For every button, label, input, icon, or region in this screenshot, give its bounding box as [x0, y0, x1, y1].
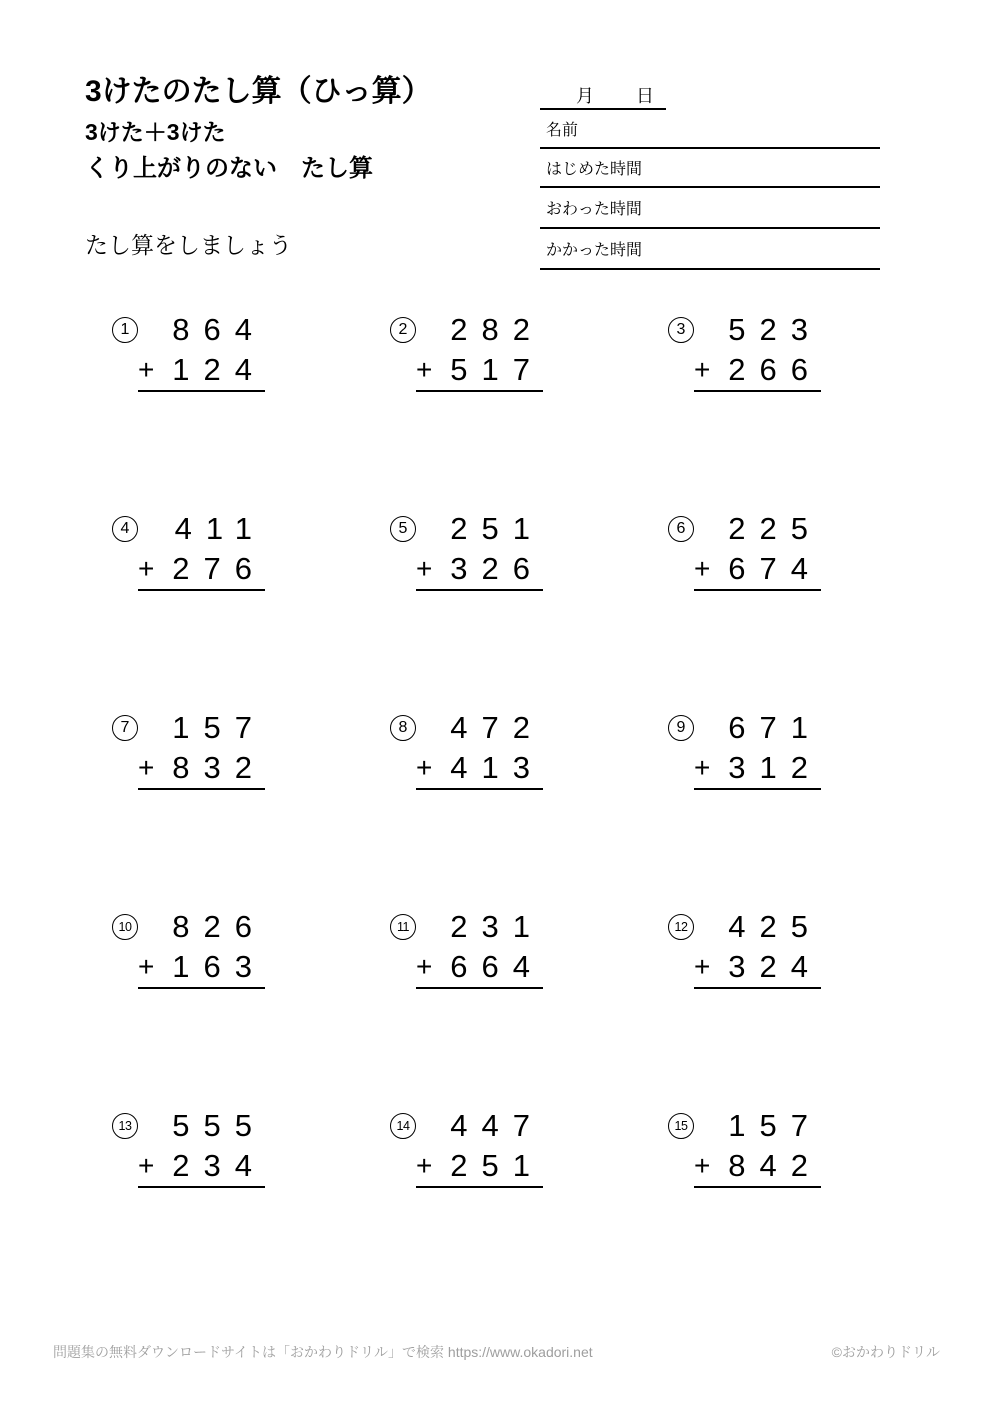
problem-9	[666, 708, 826, 907]
plus-icon: +	[138, 553, 155, 584]
plus-icon: +	[416, 1150, 433, 1181]
problem-number-badge: 8	[390, 715, 416, 741]
addend-bottom: 413	[450, 750, 544, 785]
problem-number-badge: 13	[112, 1113, 138, 1139]
plus-icon: +	[138, 951, 155, 982]
problem-7	[110, 708, 270, 907]
addend-bottom: 124	[172, 352, 266, 387]
addend-top: 157	[172, 710, 266, 745]
answer-line	[416, 589, 543, 591]
problem-number-badge: 15	[668, 1113, 694, 1139]
date-field	[540, 82, 666, 110]
footer-copyright: ©おかわりドリル	[831, 1344, 940, 1360]
addend-bottom: 326	[450, 551, 544, 586]
addend-top: 826	[172, 909, 266, 944]
problem-11	[388, 907, 548, 1106]
problem-number-badge: 10	[112, 914, 138, 940]
addend-top: 425	[728, 909, 822, 944]
problem-number-badge: 6	[668, 516, 694, 542]
problem-2	[388, 310, 548, 509]
addend-bottom: 251	[450, 1148, 544, 1183]
problem-15	[666, 1106, 826, 1305]
plus-icon: +	[416, 553, 433, 584]
addend-top: 225	[728, 511, 822, 546]
addend-top: 523	[728, 312, 822, 347]
addend-top: 447	[450, 1108, 544, 1143]
name-label: 名前	[546, 122, 579, 139]
plus-icon: +	[694, 354, 711, 385]
problem-3	[666, 310, 826, 509]
start-time-field	[540, 149, 880, 188]
problem-number-badge: 5	[390, 516, 416, 542]
addend-bottom: 664	[450, 949, 544, 984]
problem-14	[388, 1106, 548, 1305]
problem-1	[110, 310, 270, 509]
problem-10	[110, 907, 270, 1106]
problem-4	[110, 509, 270, 708]
answer-line	[138, 788, 265, 790]
problem-number-badge: 11	[390, 914, 416, 940]
addend-top: 555	[172, 1108, 266, 1143]
page-title: 3けたのたし算（ひっ算）	[85, 75, 432, 108]
addend-bottom: 674	[728, 551, 822, 586]
answer-line	[416, 788, 543, 790]
addend-top: 671	[728, 710, 822, 745]
problem-number-badge: 2	[390, 317, 416, 343]
addend-bottom: 517	[450, 352, 544, 387]
end-time-field	[540, 188, 880, 229]
plus-icon: +	[138, 1150, 155, 1181]
problem-number-badge: 12	[668, 914, 694, 940]
answer-line	[694, 1186, 821, 1188]
answer-line	[694, 589, 821, 591]
addend-bottom: 312	[728, 750, 822, 785]
problem-number-badge: 14	[390, 1113, 416, 1139]
addend-bottom: 832	[172, 750, 266, 785]
plus-icon: +	[694, 951, 711, 982]
addend-top: 472	[450, 710, 544, 745]
problem-number-badge: 1	[112, 317, 138, 343]
day-label: 日	[636, 86, 654, 106]
subtitle-digits: 3けた＋3けた	[85, 119, 226, 145]
start-time-label: はじめた時間	[546, 161, 643, 178]
plus-icon: +	[416, 951, 433, 982]
addend-bottom: 324	[728, 949, 822, 984]
problem-13	[110, 1106, 270, 1305]
name-field	[540, 110, 880, 149]
problems-grid	[110, 310, 944, 1305]
problem-number-badge: 7	[112, 715, 138, 741]
instruction-text: たし算をしましょう	[85, 232, 292, 258]
addend-top: 231	[450, 909, 544, 944]
plus-icon: +	[138, 354, 155, 385]
addend-bottom: 276	[172, 551, 266, 586]
plus-icon: +	[138, 752, 155, 783]
plus-icon: +	[694, 1150, 711, 1181]
addend-top: 282	[450, 312, 544, 347]
addend-top: 157	[728, 1108, 822, 1143]
answer-line	[416, 1186, 543, 1188]
addend-bottom: 266	[728, 352, 822, 387]
answer-line	[138, 589, 265, 591]
addend-bottom: 163	[172, 949, 266, 984]
end-time-label: おわった時間	[546, 201, 642, 218]
problem-5	[388, 509, 548, 708]
plus-icon: +	[416, 354, 433, 385]
problem-number-badge: 9	[668, 715, 694, 741]
answer-line	[694, 390, 821, 392]
info-box	[540, 82, 880, 270]
answer-line	[416, 390, 543, 392]
elapsed-time-label: かかった時間	[546, 242, 643, 259]
addend-top: 864	[172, 312, 266, 347]
subtitle-no-carry: くり上がりのない たし算	[85, 155, 373, 182]
answer-line	[416, 987, 543, 989]
answer-line	[138, 1186, 265, 1188]
addend-top: 411	[174, 511, 266, 546]
problem-6	[666, 509, 826, 708]
problem-number-badge: 3	[668, 317, 694, 343]
addend-bottom: 842	[728, 1148, 822, 1183]
month-label: 月	[576, 86, 594, 106]
problem-12	[666, 907, 826, 1106]
answer-line	[694, 788, 821, 790]
problem-8	[388, 708, 548, 907]
answer-line	[138, 987, 265, 989]
addend-top: 251	[450, 511, 544, 546]
plus-icon: +	[694, 752, 711, 783]
footer-site-credit: 問題集の無料ダウンロードサイトは「おかわりドリル」で検索 https://www.okadori.net	[53, 1344, 593, 1360]
elapsed-time-field	[540, 229, 880, 270]
answer-line	[694, 987, 821, 989]
answer-line	[138, 390, 265, 392]
problem-number-badge: 4	[112, 516, 138, 542]
header-title-block	[85, 76, 432, 258]
plus-icon: +	[694, 553, 711, 584]
plus-icon: +	[416, 752, 433, 783]
addend-bottom: 234	[172, 1148, 266, 1183]
